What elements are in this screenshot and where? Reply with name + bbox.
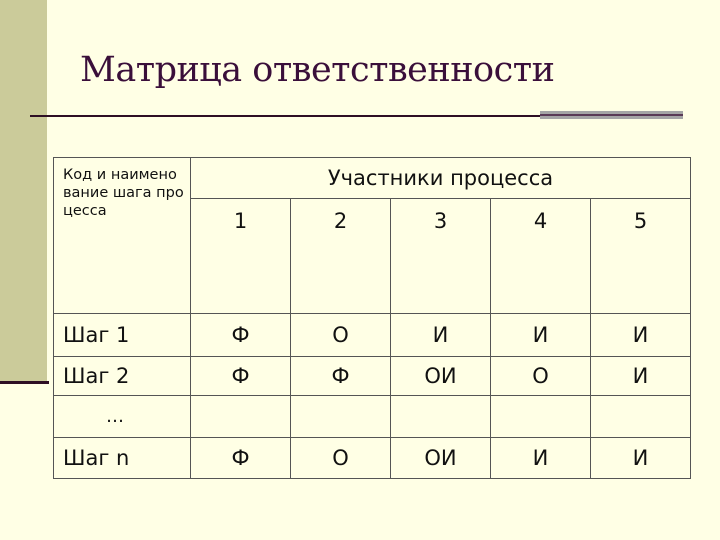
table-row	[54, 314, 691, 357]
table-cell: Ф	[191, 357, 291, 396]
table-cell: И	[591, 357, 691, 396]
column-header-5: 5	[591, 199, 691, 314]
table-cell	[591, 396, 691, 438]
table-cell: О	[491, 357, 591, 396]
table-cell: О	[291, 438, 391, 479]
table-cell	[491, 396, 591, 438]
table-cell: И	[491, 314, 591, 357]
table-row	[54, 396, 691, 438]
table-cell: И	[591, 314, 691, 357]
step-label: …	[54, 396, 191, 438]
table-cell: И	[391, 314, 491, 357]
column-header-4: 4	[491, 199, 591, 314]
step-label: Шаг n	[54, 438, 191, 479]
table-cell: ОИ	[391, 438, 491, 479]
table-cell: Ф	[291, 357, 391, 396]
table-cell: О	[291, 314, 391, 357]
table-row	[54, 438, 691, 479]
table-cell: ОИ	[391, 357, 491, 396]
table-cell	[291, 396, 391, 438]
table-cell: Ф	[191, 314, 291, 357]
left-decor-bar	[0, 0, 47, 383]
corner-header: Код и наименование шага процесса	[54, 158, 191, 314]
table-cell: И	[591, 438, 691, 479]
column-header-3: 3	[391, 199, 491, 314]
table-cell	[191, 396, 291, 438]
left-decor-rule	[0, 381, 49, 384]
table-cell: Ф	[191, 438, 291, 479]
column-header-1: 1	[191, 199, 291, 314]
table-cell: И	[491, 438, 591, 479]
title-accent-block	[540, 111, 683, 119]
table-cell	[391, 396, 491, 438]
step-label: Шаг 1	[54, 314, 191, 357]
participants-header: Участники процесса	[191, 158, 691, 199]
table-row	[54, 357, 691, 396]
slide-title: Матрица ответственности	[80, 50, 555, 90]
step-label: Шаг 2	[54, 357, 191, 396]
responsibility-matrix	[53, 157, 691, 479]
column-header-2: 2	[291, 199, 391, 314]
